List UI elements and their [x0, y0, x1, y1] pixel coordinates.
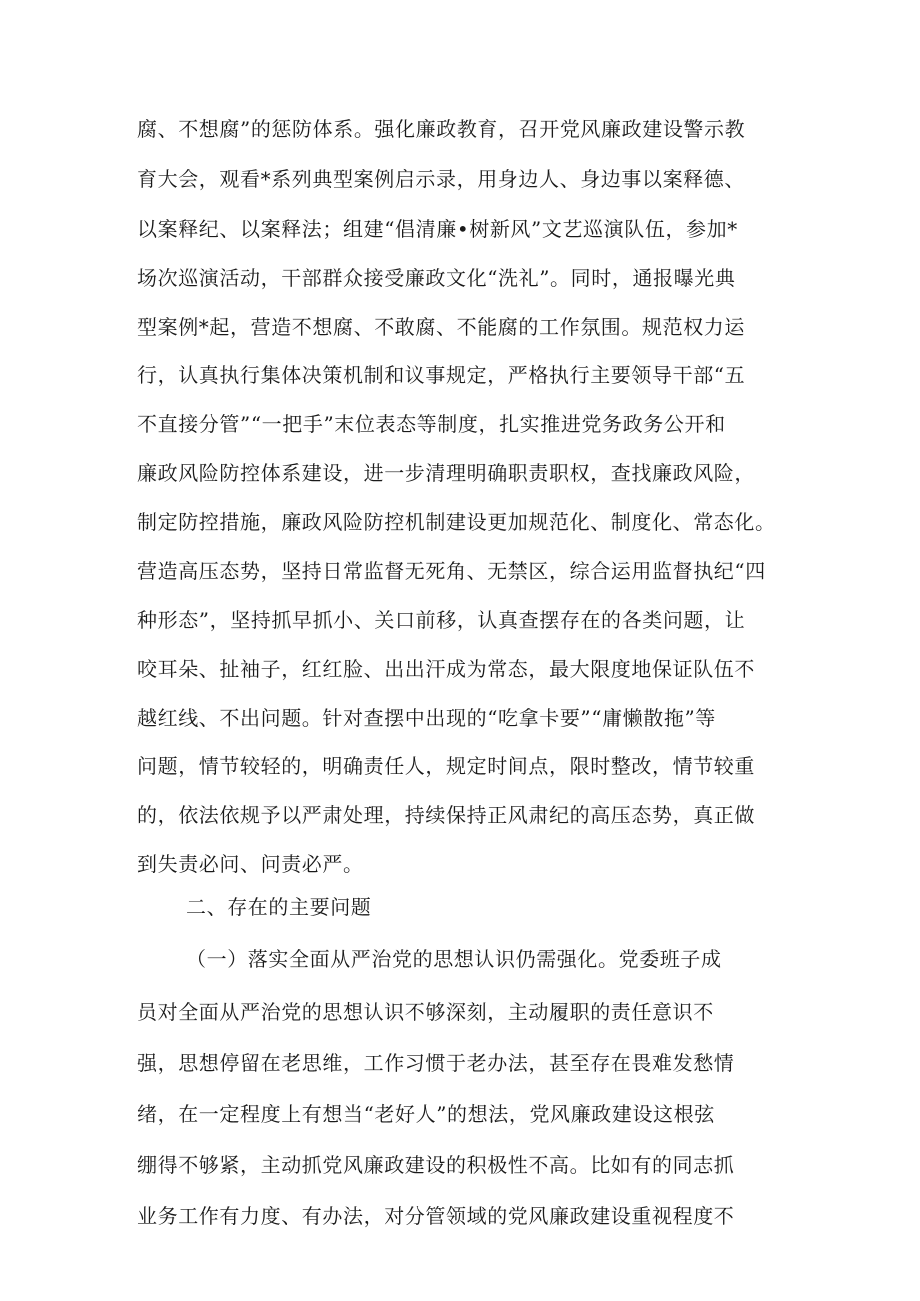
- text-line: 咬耳朵、扯袖子，红红脸、出出汗成为常态，最大限度地保证队伍不: [137, 657, 755, 681]
- text-line: 型案例*起，营造不想腐、不敢腐、不能腐的工作氛围。规范权力运: [137, 315, 745, 339]
- section-heading: 二、存在的主要问题: [186, 895, 372, 919]
- text-line: 到失责必问、问责必严。: [137, 852, 364, 876]
- text-line: 不直接分管”“一把手”末位表态等制度，扎实推进党务政务公开和: [137, 412, 726, 436]
- text-line: 场次巡演活动，干部群众接受廉政文化“洗礼”。同时，通报曝光典: [137, 266, 736, 290]
- text-line: 廉政风险防控体系建设，进一步清理明确职责职权，查找廉政风险，: [137, 461, 755, 485]
- text-line: 育大会，观看*系列典型案例启示录，用身边人、身边事以案释德、: [137, 167, 745, 191]
- text-line: （一）落实全面从严治党的思想认识仍需强化。党委班子成: [186, 947, 722, 971]
- text-line: 问题，情节较轻的，明确责任人，规定时间点，限时整改，情节较重: [137, 754, 755, 778]
- text-line: 的，依法依规予以严肃处理，持续保持正风肃纪的高压态势，真正做: [137, 803, 755, 827]
- text-line: 制定防控措施，廉政风险防控机制建设更加规范化、制度化、常态化。: [137, 510, 776, 534]
- text-line: 腐、不想腐”的惩防体系。强化廉政教育，召开党风廉政建设警示教: [137, 117, 746, 141]
- text-line: 绪，在一定程度上有想当“老好人”的想法，党风廉政建设这根弦: [137, 1102, 715, 1126]
- text-line: 绷得不够紧，主动抓党风廉政建设的积极性不高。比如有的同志抓: [137, 1153, 735, 1177]
- text-line: 行，认真执行集体决策机制和议事规定，严格执行主要领导干部“五: [137, 363, 746, 387]
- text-line: 种形态”，坚持抓早抓小、关口前移，认真查摆存在的各类问题，让: [137, 608, 746, 632]
- text-line: 营造高压态势，坚持日常监督无死角、无禁区，综合运用监督执纪“四: [137, 559, 766, 583]
- text-line: 以案释纪、以案释法；组建“倡清廉•树新风”文艺巡演队伍，参加*: [137, 217, 738, 241]
- text-line: 强，思想停留在老思维，工作习惯于老办法，甚至存在畏难发愁情: [137, 1051, 735, 1075]
- text-line: 业务工作有力度、有办法，对分管领域的党风廉政建设重视程度不: [137, 1204, 735, 1228]
- text-line: 越红线、不出问题。针对查摆中出现的“吃拿卡要”“庸懒散拖”等: [137, 706, 716, 730]
- text-line: 员对全面从严治党的思想认识不够深刻，主动履职的责任意识不: [137, 1000, 714, 1024]
